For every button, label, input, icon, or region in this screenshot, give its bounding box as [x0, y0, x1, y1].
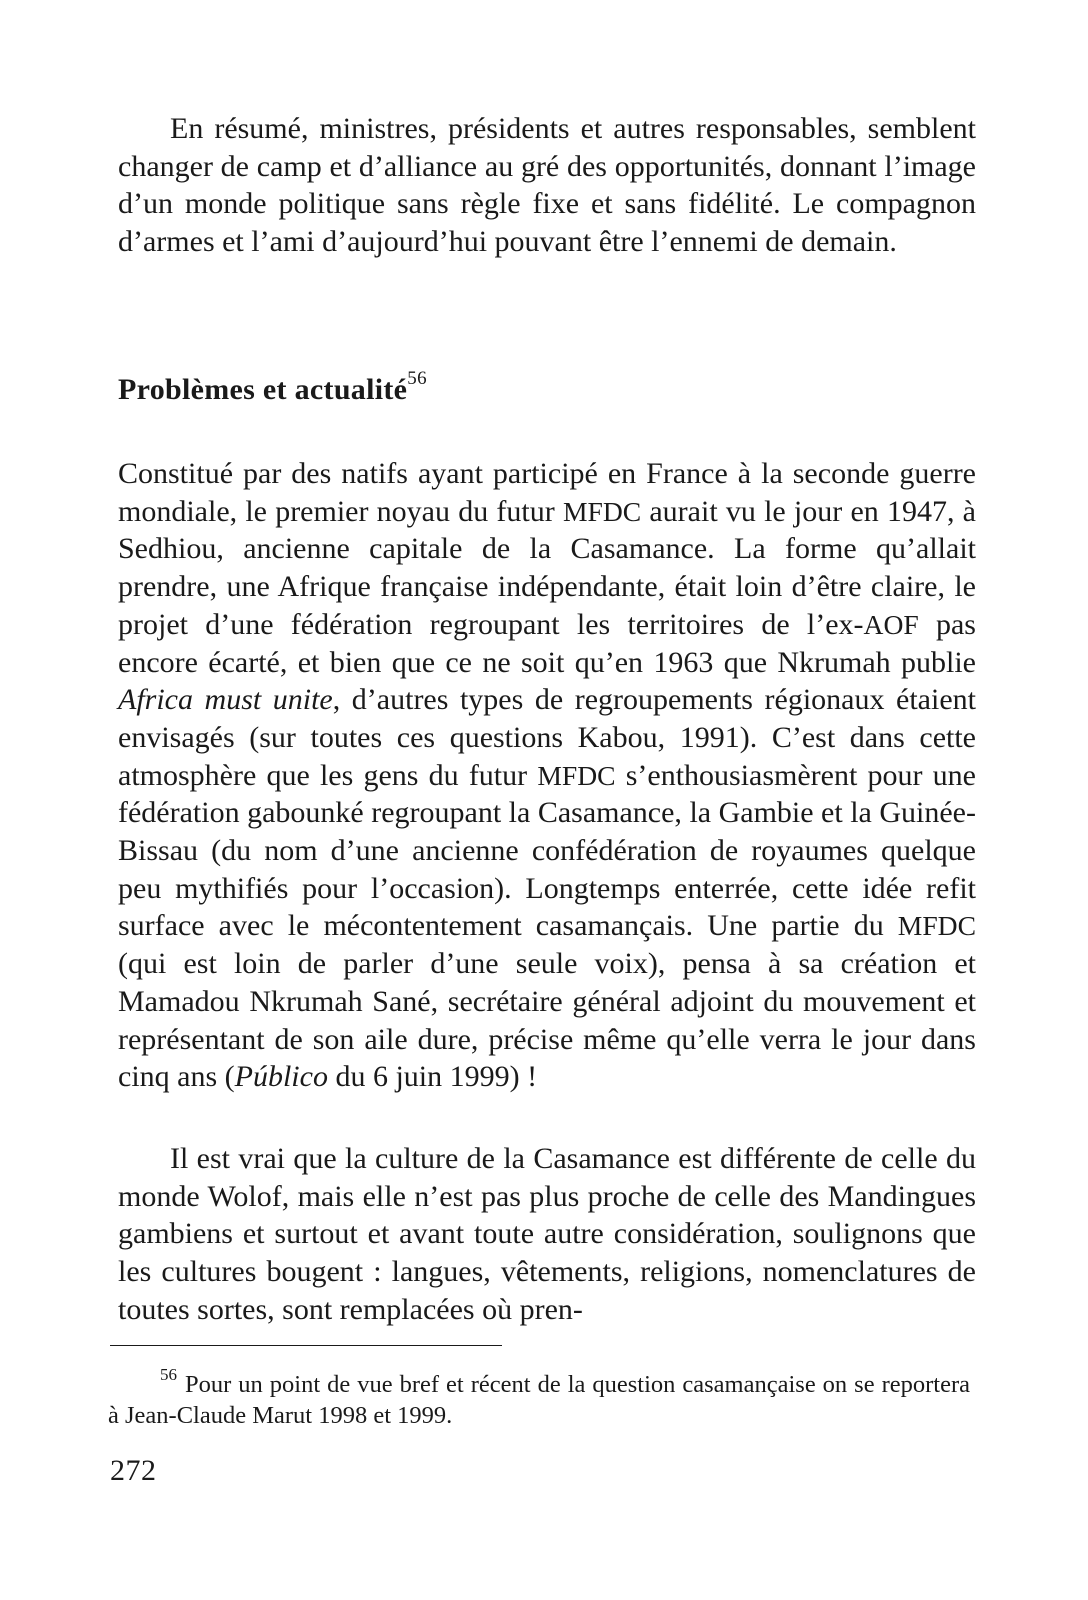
section-heading-text: Problèmes et actualité	[118, 373, 408, 406]
paragraph-mfdc-history-text	[118, 455, 976, 1096]
text-run: , d’autres types de regroupements régionaux étaient envisagés (sur toutes ces questions Kabou, 1991). C’est dans cette atmosphère que les gens du futur	[118, 683, 976, 792]
text-run: Constitué par des natifs ayant participé en France à la seconde guerre mondiale, le premier noyau du futur	[118, 457, 976, 528]
text-run: du 6 juin 1999) !	[327, 1060, 538, 1094]
footnote-divider	[110, 1345, 502, 1346]
footnote-text: Pour un point de vue bref et récent de la question casamançaise on se reportera à Jean-Claude Marut 1998 et 1999.	[108, 1371, 970, 1430]
paragraph-culture	[118, 1140, 976, 1329]
paragraph-summary	[118, 110, 976, 261]
heading-footnote-ref[interactable]: 56	[407, 368, 427, 389]
paragraph-mfdc-history	[118, 455, 976, 1096]
text-run: aurait vu le jour en 1947, à Sedhiou, ancienne capitale de la Casamance. La forme qu’allait prendre, une Afrique française indépendante, était loin d’être claire, le projet d’une fédération regroupant les territoires de l’ex-	[118, 494, 976, 641]
section-heading	[118, 368, 427, 407]
page-number: 272	[110, 1454, 157, 1487]
paragraph-culture-text: Il est vrai que la culture de la Casamance est différente de celle du monde Wolof, mais elle n’est pas plus proche de celle des Mandingues gambiens et surtout et avant toute autre considération, soulignons que les cultures bougent : langues, vêtements, religions, nomenclatures de toutes sortes, sont remplacées où pren-	[118, 1142, 976, 1326]
abbreviation-mfdc: MFDC	[537, 759, 616, 791]
paragraph-summary-text: En résumé, ministres, présidents et autres responsables, semblent changer de camp et d’alliance au gré des opportunités, donnant l’image d’un monde politique sans règle fixe et sans fidélité. Le compagnon d’armes et l’ami d’aujourd’hui pouvant être l’ennemi de demain.	[118, 112, 976, 259]
footnote	[108, 1362, 970, 1431]
footnote-number: 56	[160, 1365, 177, 1384]
text-run: pas encore écarté, et bien que ce ne soit qu’en 1963 que Nkrumah publie	[118, 607, 976, 679]
newspaper-title-italic: Público	[234, 1060, 328, 1094]
text-run: (qui est loin de parler d’une seule voix), pensa à sa création et Mamadou Nkrumah Sané, secrétaire général adjoint du mouvement et représentant de son aile dure, précise même qu’elle verra le jour dans cinq ans (	[118, 947, 976, 1094]
abbreviation-mfdc: MFDC	[897, 910, 976, 942]
text-run: s’enthousiasmèrent pour une fédération gabounké regroupant la Casamance, la Gambie et la Guinée-Bissau (du nom d’une ancienne confédération de royaumes quelque peu mythifiés pour l’occasion). Longtemps enterrée, cette idée refit surface avec le mécontentement casamançais. Une partie du	[118, 758, 976, 943]
abbreviation-aof: AOF	[863, 608, 919, 640]
book-title-italic: Africa must unite	[118, 683, 333, 717]
abbreviation-mfdc: MFDC	[562, 495, 642, 527]
